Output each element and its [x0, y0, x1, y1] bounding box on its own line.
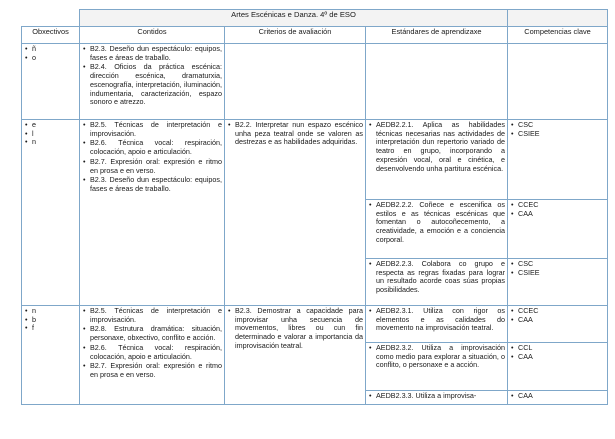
criterion-text: • B2.2. Interpretar nun espazo escénico unha peza teatral onde se valoren as destrezas e as habilidades adquiridas.: [227, 121, 363, 147]
content-item: • B2.6. Técnica vocal: respiración, colocación, apoio e articulación.: [82, 139, 222, 156]
table-header-row: [22, 27, 608, 44]
objective-item: • e: [24, 121, 77, 130]
objectives-cell: [22, 306, 80, 405]
competence-item: • CCEC: [510, 201, 605, 210]
competence-item: • CAA: [510, 353, 605, 362]
contents-cell: [80, 120, 225, 306]
criteria-cell: [225, 120, 366, 306]
competence-item: • CSC: [510, 121, 605, 130]
standard-text: • AEDB2.2.3. Colabora co grupo e respecta as regras fixadas para lograr un resultado acorde coas súas propias posibilidades.: [368, 260, 505, 295]
standard-cell: [366, 259, 508, 306]
competence-item: • CAA: [510, 316, 605, 325]
standard-text: • AEDB2.3.1. Utiliza con rigor os elementos e as calidades do movemento na improvisación teatral.: [368, 307, 505, 333]
competences-cell: [508, 44, 608, 120]
competence-item: • CSIEE: [510, 130, 605, 139]
competences-cell: [508, 259, 608, 306]
curriculum-table: [21, 9, 608, 405]
header-objectives: Obxectivos: [22, 27, 80, 44]
competences-cell: [508, 343, 608, 391]
criterion-text: • B2.3. Demostrar a capacidade para improvisar unha secuencia de movementos, libres ou cun fin determinado e valorar a importancia da improvisación teatral.: [227, 307, 363, 351]
standard-text: • AEDB2.2.1. Aplica as habilidades técnicas necesarias nas actividades de interpretación dun repertorio variado de teatro en grupo, incorporando a expresión vocal, oral e cinética, e desenvolvendo unha partitura escénica.: [368, 121, 505, 173]
header-criteria: Criterios de avaliación: [225, 27, 366, 44]
content-item: • B2.8. Estrutura dramática: situación, personaxe, obxectivo, conflito e acción.: [82, 325, 222, 342]
objective-item: • n: [24, 138, 77, 147]
standard-cell: [366, 306, 508, 343]
competence-item: • CCEC: [510, 307, 605, 316]
standard-cell: [366, 391, 508, 405]
header-contents: Contidos: [80, 27, 225, 44]
objectives-cell: [22, 120, 80, 306]
standard-text: • AEDB2.3.2. Utiliza a improvisación como medio para explorar a situación, o conflito, o personaxe e a acción.: [368, 344, 505, 370]
criteria-cell: [225, 44, 366, 120]
competences-cell: [508, 120, 608, 200]
content-item: • B2.5. Técnicas de interpretación e improvisación.: [82, 121, 222, 138]
objective-item: • b: [24, 316, 77, 325]
blank-corner-cell: [22, 10, 80, 27]
standard-text: • AEDB2.2.2. Coñece e escenifica os estilos e as técnicas escénicas que fomentan o autocoñecemento, a creatividade, a emoción e a conciencia corporal.: [368, 201, 505, 245]
content-item: • B2.3. Deseño dun espectáculo: equipos, fases e áreas de traballo.: [82, 176, 222, 193]
standard-cell: [366, 44, 508, 120]
objective-item: • n: [24, 307, 77, 316]
contents-cell: [80, 44, 225, 120]
content-item: • B2.7. Expresión oral: expresión e ritmo en prosa e en verso.: [82, 158, 222, 175]
criteria-cell: [225, 306, 366, 405]
competences-cell: [508, 200, 608, 259]
objective-item: • ñ: [24, 45, 77, 54]
competence-item: • CAA: [510, 210, 605, 219]
content-item: • B2.3. Deseño dun espectáculo: equipos, fases e áreas de traballo.: [82, 45, 222, 62]
content-item: • B2.7. Expresión oral: expresión e ritmo en prosa e en verso.: [82, 362, 222, 379]
content-item: • B2.4. Oficios da práctica escénica: dirección escénica, dramaturxia, escenografía, interpretación, iluminación, indumentaria, caracterización, espazo sonoro e atrezzo.: [82, 63, 222, 107]
standard-cell: [366, 200, 508, 259]
table-title: Artes Escénicas e Danza. 4º de ESO: [80, 10, 508, 27]
objectives-cell: [22, 44, 80, 120]
competences-cell: [508, 391, 608, 405]
content-item: • B2.5. Técnicas de interpretación e improvisación.: [82, 307, 222, 324]
content-item: • B2.6. Técnica vocal: respiración, colocación, apoio e articulación.: [82, 344, 222, 361]
header-standards: Estándares de aprendizaxe: [366, 27, 508, 44]
standard-cell: [366, 343, 508, 391]
table-row: [22, 44, 608, 120]
standard-cell: [366, 120, 508, 200]
competence-item: • CSIEE: [510, 269, 605, 278]
competence-item: • CAA: [510, 392, 605, 401]
title-row-end-cell: [508, 10, 608, 27]
competences-cell: [508, 306, 608, 343]
competence-item: • CCL: [510, 344, 605, 353]
standard-text: • AEDB2.3.3. Utiliza a improvisa-: [368, 392, 505, 401]
table-row: [22, 120, 608, 200]
objective-item: • l: [24, 130, 77, 139]
contents-cell: [80, 306, 225, 405]
header-competences: Competencias clave: [508, 27, 608, 44]
objective-item: • o: [24, 54, 77, 63]
table-row: [22, 306, 608, 343]
objective-item: • f: [24, 324, 77, 333]
competence-item: • CSC: [510, 260, 605, 269]
table-title-row: [22, 10, 608, 27]
